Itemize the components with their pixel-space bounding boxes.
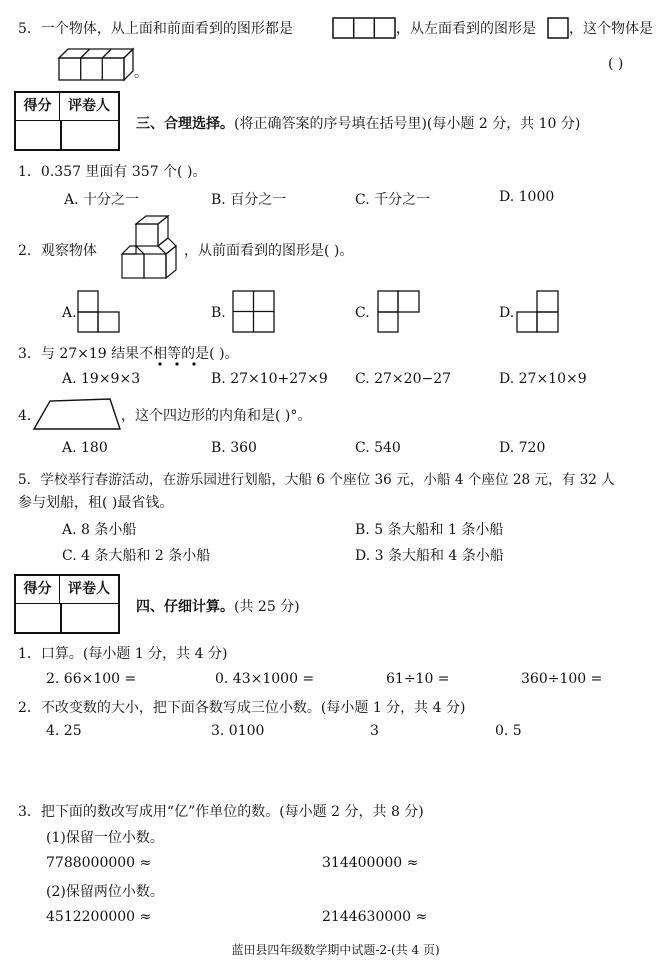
s3-q3-stem-emph: 不相等 <box>139 346 182 362</box>
score-box-section4 <box>14 574 120 634</box>
s3-q4-option-a: A. 180 <box>62 440 108 456</box>
s3-q5-option-d: D. 3 条大船和 4 条小船 <box>355 548 504 564</box>
s4-q3-sub1-item-2: 314400000 ≈ <box>322 855 419 871</box>
cuboid-three-cubes-icon <box>58 48 134 82</box>
view-c-icon <box>377 290 421 334</box>
s3-q5-option-b: B. 5 条大船和 1 条小船 <box>355 522 504 538</box>
view-a-icon <box>77 290 121 334</box>
score-box-section3 <box>14 91 120 151</box>
s4-q3-sub2-item-1: 4512200000 ≈ <box>46 909 152 925</box>
q5-top-text-c: ，这个物体是 <box>569 21 653 37</box>
s3-q3-stem-b: 的是( )。 <box>181 346 239 362</box>
s4-q3-sub2-item-2: 2144630000 ≈ <box>322 909 428 925</box>
three-square-row-icon <box>332 17 396 39</box>
s3-q4-option-c: C. 540 <box>355 440 401 456</box>
section4-note: (共 25 分) <box>234 599 300 615</box>
view-b-icon <box>232 290 276 334</box>
section3-title: 三、合理选择。 <box>136 116 234 132</box>
s3-q5-option-a: A. 8 条小船 <box>62 522 137 538</box>
s4-q2-item-4: 0. 5 <box>495 723 522 739</box>
section3-note: (将正确答案的序号填在括号里)(每小题 2 分，共 10 分) <box>234 116 581 132</box>
s3-q2-stem-a: 2．观察物体 <box>18 243 97 259</box>
s3-q2-option-b: B. <box>211 305 226 321</box>
s3-q1-stem: 1．0.357 里面有 357 个( )。 <box>18 164 207 180</box>
q5-top-text-b: ，从左面看到的图形是 <box>396 21 536 37</box>
s4-q2-stem: 2．不改变数的大小，把下面各数写成三位小数。(每小题 1 分，共 4 分) <box>18 700 466 716</box>
s4-q3-stem: 3．把下面的数改写成用“亿”作单位的数。(每小题 2 分，共 8 分) <box>18 804 424 820</box>
s3-q3-option-a: A. 19×9×3 <box>62 371 141 387</box>
s3-q2-stem-b: ，从前面看到的图形是( )。 <box>184 243 354 259</box>
s4-q1-item-4: 360÷100 = <box>521 671 603 687</box>
s3-q4-option-b: B. 360 <box>211 440 257 456</box>
s3-q2-option-a: A. <box>62 305 77 321</box>
s4-q3-sub1: (1)保留一位小数。 <box>46 830 164 846</box>
s3-q3-option-b: B. 27×10+27×9 <box>211 371 328 387</box>
s3-q2-option-d: D. <box>499 305 515 321</box>
s3-q4-option-d: D. 720 <box>499 440 546 456</box>
s3-q1-option-c: C. 千分之一 <box>355 192 431 208</box>
q5-top-text-a: 5．一个物体，从上面和前面看到的图形都是 <box>18 21 293 37</box>
s3-q4-stem-a: 4． <box>18 408 41 424</box>
page-footer: 蓝田县四年级数学期中试题-2-(共 4 页) <box>231 943 440 957</box>
single-square-icon <box>547 17 569 39</box>
s3-q4-stem-b: ，这个四边形的内角和是( )°。 <box>121 408 312 424</box>
section3-heading <box>136 113 580 133</box>
grader-label: 评卷人 <box>60 93 118 121</box>
view-d-icon <box>516 290 560 334</box>
s3-q1-option-d: D. 1000 <box>499 189 555 205</box>
section4-heading <box>136 596 300 616</box>
s3-q1-option-a: A. 十分之一 <box>64 192 140 208</box>
s3-q5-line2: 参与划船，租( )最省钱。 <box>18 495 174 511</box>
score-label: 得分 <box>16 93 60 121</box>
s4-q2-item-2: 3. 0100 <box>211 723 265 739</box>
s3-q1-option-b: B. 百分之一 <box>211 192 287 208</box>
s4-q1-item-2: 0. 43×1000 = <box>215 671 315 687</box>
s3-q2-option-c: C. <box>355 305 370 321</box>
emphasis-dots <box>156 361 200 367</box>
s4-q1-item-3: 61÷10 = <box>386 671 450 687</box>
quadrilateral-icon <box>32 397 122 431</box>
s4-q1-item-1: 2. 66×100 = <box>46 671 137 687</box>
s3-q3-stem-a: 3．与 27×19 结果 <box>18 346 140 362</box>
s4-q2-item-3: 3 <box>370 723 379 739</box>
s4-q1-stem: 1．口算。(每小题 1 分，共 4 分) <box>18 646 228 662</box>
s4-q2-item-1: 4. 25 <box>46 723 82 739</box>
q5-top-end: 。 <box>134 65 148 81</box>
s3-q5-line1: 5．学校举行春游活动，在游乐园进行划船，大船 6 个座位 36 元，小船 4 个座位 28 元，有 32 人 <box>18 472 615 488</box>
grader-label: 评卷人 <box>60 576 118 604</box>
stacked-cubes-icon <box>120 214 184 282</box>
s3-q3-option-c: C. 27×20−27 <box>355 371 452 387</box>
s4-q3-sub1-item-1: 7788000000 ≈ <box>46 855 152 871</box>
s3-q3-stem <box>18 343 239 363</box>
score-label: 得分 <box>16 576 60 604</box>
section4-title: 四、仔细计算。 <box>136 599 234 615</box>
q5-top-answer-paren: ( ) <box>608 56 624 72</box>
s3-q5-option-c: C. 4 条大船和 2 条小船 <box>62 548 211 564</box>
s4-q3-sub2: (2)保留两位小数。 <box>46 884 164 900</box>
s3-q3-option-d: D. 27×10×9 <box>499 371 587 387</box>
